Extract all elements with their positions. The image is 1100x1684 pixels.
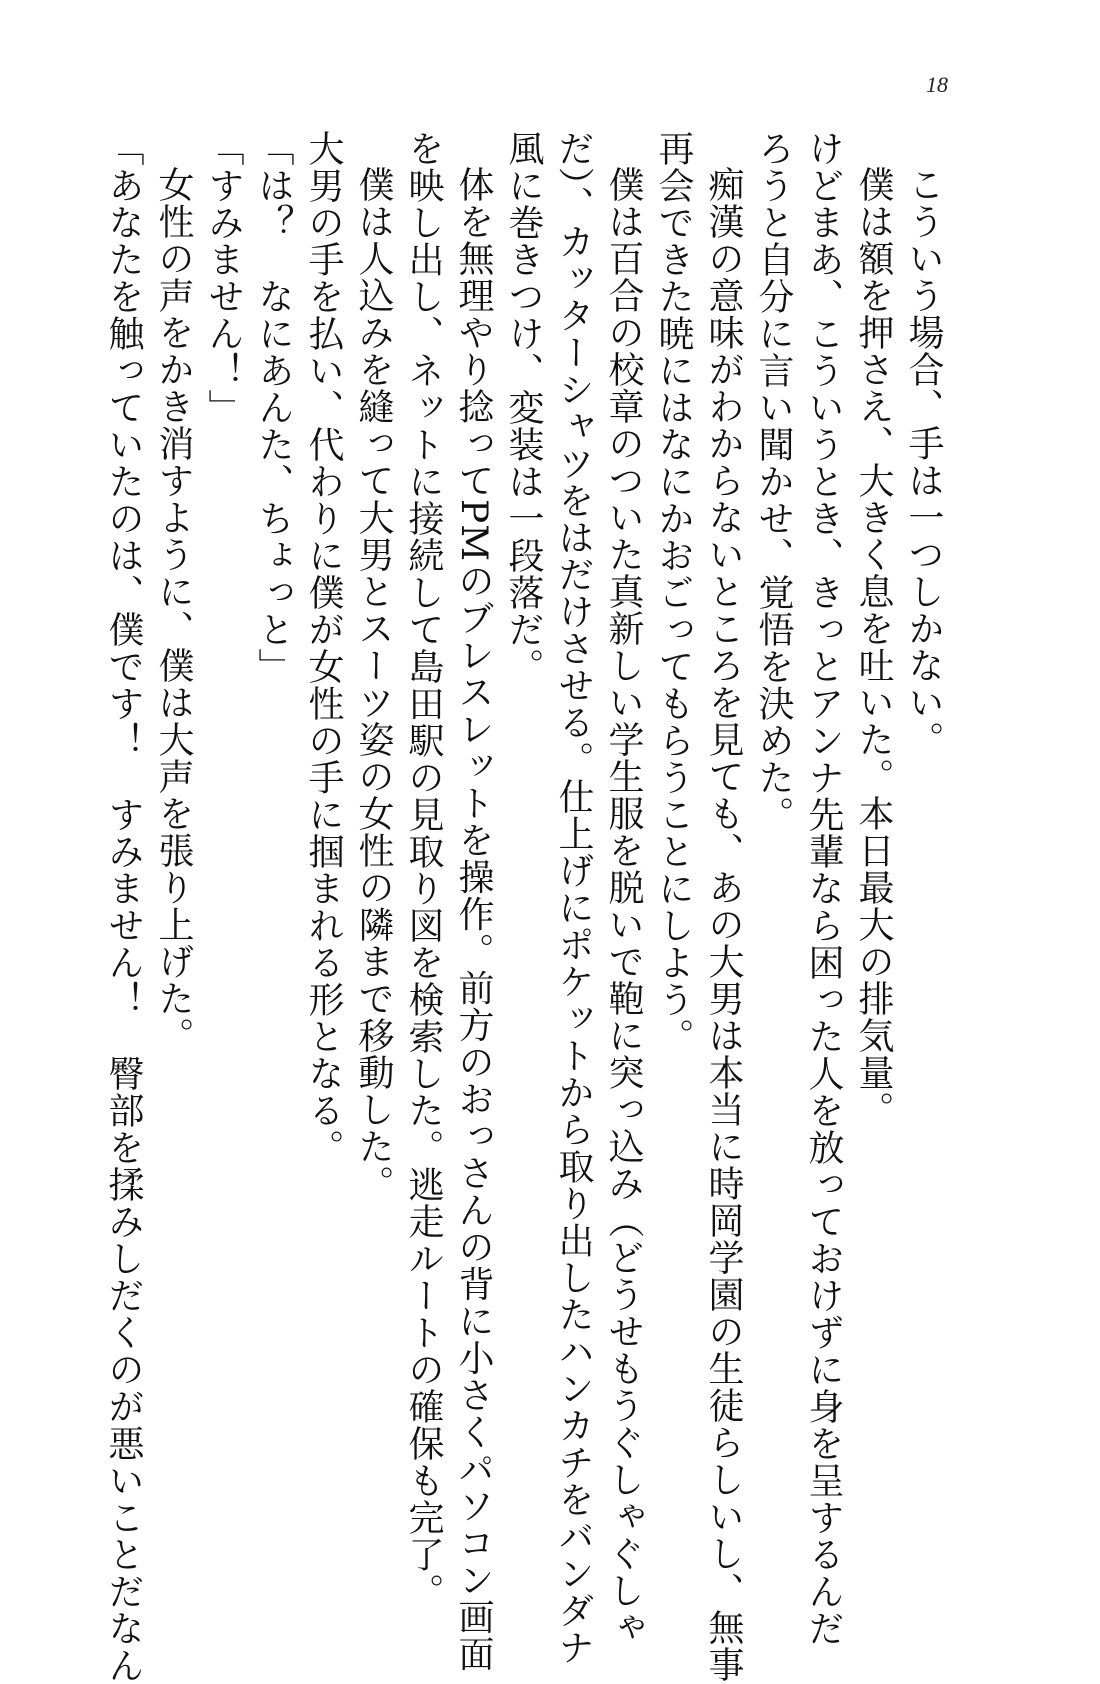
text-line: けどまあ、こういうとき、きっとアンナ先輩なら困った人を放っておけずに身を呈するんだ xyxy=(803,130,844,1647)
text-line: 僕は人込みを縫って大男とスーツ姿の女性の隣まで移動した。 xyxy=(353,166,394,1202)
text-line: ろうと自分に言い聞かせ、覚悟を決めた。 xyxy=(753,130,794,833)
text-line: 僕は額を押さえ、大きく息を吐いた。本日最大の排気量。 xyxy=(853,166,894,1128)
text-line: 風に巻きつけ、変装は一段落だ。 xyxy=(503,130,544,685)
page-number: 18 xyxy=(926,72,948,97)
text-line: を映し出し、ネットに接続して島田駅の見取り図を検索した。逃走ルートの確保も完了。 xyxy=(403,130,444,1610)
text-line: 体を無理やり捻ってPMのブレスレットを操作。前方のおっさんの背に小さくパソコン画面 xyxy=(453,166,494,1673)
text-line: 大男の手を払い、代わりに僕が女性の手に掴まれる形となる。 xyxy=(303,130,344,1166)
dialogue-line: 「すみません！」 xyxy=(203,130,244,426)
dialogue-line: 「は？ なにあんた、ちょっと」 xyxy=(253,130,294,685)
text-line: だ）、カッターシャツをはだけさせる。仕上げにポケットから取り出したハンカチをバンダナ xyxy=(553,130,594,1666)
vertical-text-body xyxy=(98,130,948,1684)
text-line: 女性の声をかき消すように、僕は大声を張り上げた。 xyxy=(153,166,194,1054)
dialogue-line: 「あなたを触っていたのは、僕です！ すみません！ 臀部を揉みしだくのが悪いことだなん xyxy=(103,130,144,1684)
text-line: 再会できた暁にはなにかおごってもらうことにしよう。 xyxy=(653,130,694,1055)
text-line: 僕は百合の校章のついた真新しい学生服を脱いで鞄に突っ込み（どうせもうぐしゃぐしゃ xyxy=(603,166,644,1646)
text-line: 痴漢の意味がわからないところを見ても、あの大男は本当に時岡学園の生徒らしいし、無事 xyxy=(703,166,744,1683)
text-line: こういう場合、手は一つしかない。 xyxy=(903,166,944,758)
